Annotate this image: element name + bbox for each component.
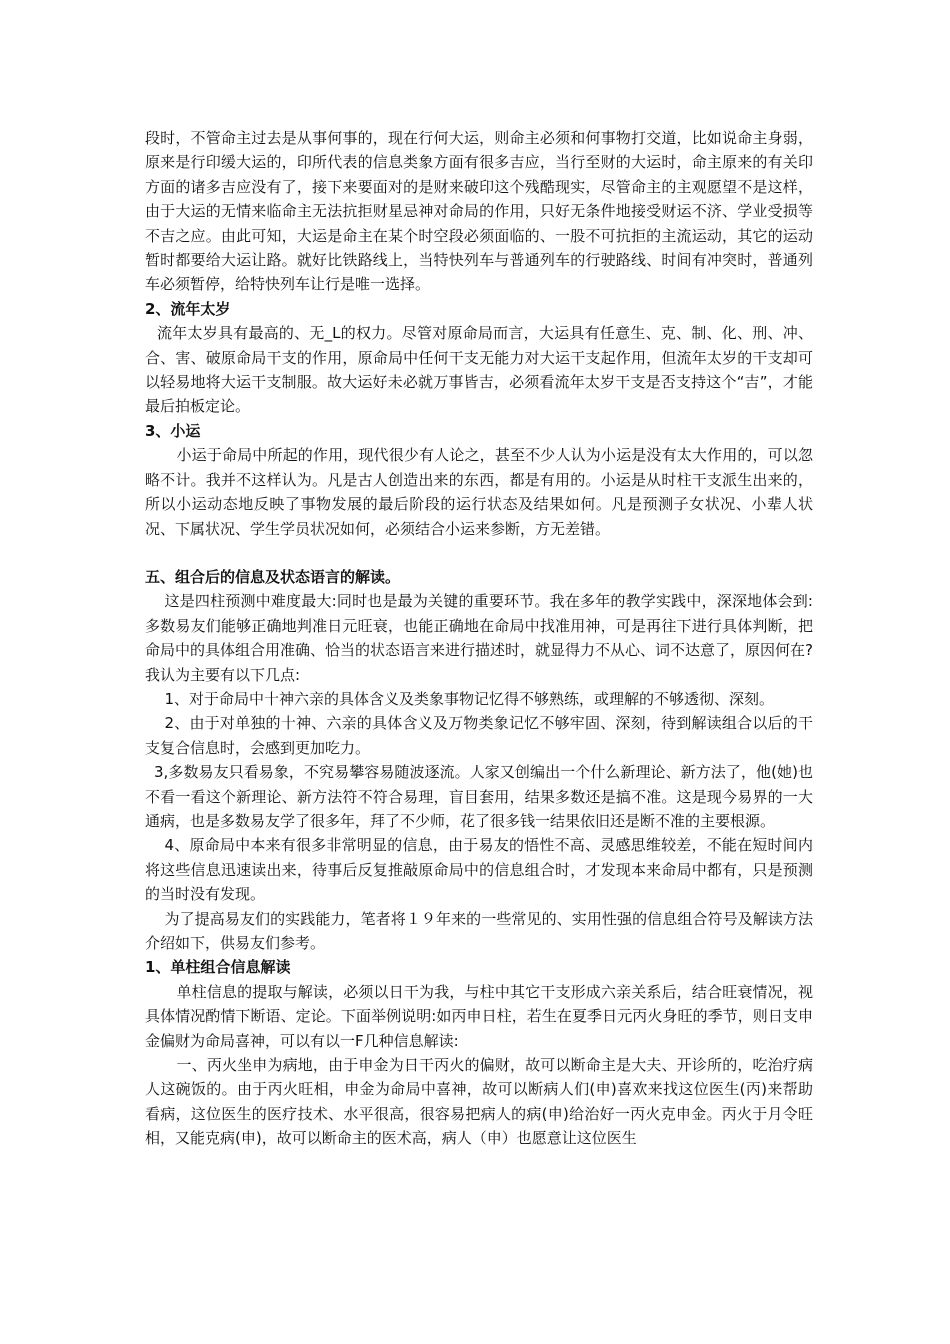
heading-liunian-taisui: 2、流年太岁	[145, 299, 231, 318]
list-item-1: 1、对于命局中十神六亲的具体含义及类象事物记忆得不够熟练，或理解的不够透彻、深刻。	[164, 689, 775, 708]
paragraph-xiaoyun: 小运于命局中所起的作用，现代很少有人论之，甚至不少人认为小运是没有太大作用的，可以忽略不计。我并不这样认为。凡是古人创造出来的东西，都是有用的。小运是从时柱干支派生出来的，所以小运动态地反映了事物发展的最后阶段的运行状态及结果如何。凡是预测子女状况、小辈人状况、下属状况、学生学员状况如何，必须结合小运来参断，方无差错。	[145, 446, 813, 538]
heading-xiaoyun: 3、小运	[145, 421, 201, 440]
list-item-2: 2、由于对单独的十神、六亲的具体含义及万物类象记忆不够牢固、深刻，待到解读组合以后的干支复合信息时，会感到更加吃力。	[145, 714, 813, 757]
paragraph-liunian-taisui: 流年太岁具有最高的、无_L的权力。尽管对原命局而言，大运具有任意生、克、制、化、刑、冲、合、害、破原命局干支的作用，原命局中任何干支无能力对大运干支起作用，但流年太岁的干支却可以轻易地将大运干支制服。故大运好未必就万事皆吉，必须看流年太岁干支是否支持这个“吉”，才能最后拍板定论。	[145, 324, 813, 416]
list-item-3: 3,多数易友只看易象，不究易攀容易随波逐流。人家又创编出一个什么新理论、新方法了，他(她)也不看一看这个新理论、新方法符不符合易理，盲目套用，结果多数还是搞不准。这是现今易界的一大通病，也是多数易友学了很多年，拜了不少师，花了很多钱一结果依旧还是断不准的主要根源。	[145, 763, 813, 830]
paragraph-gap	[145, 541, 813, 565]
paragraph-danzhu: 单柱信息的提取与解读，必须以日干为我，与柱中其它干支形成六亲关系后，结合旺衰情况，视具体情况酌情下断语、定论。下面举例说明:如丙申日柱，若生在夏季日元丙火身旺的季节，则日支申金偏财为命局喜神，可以有以一F几种信息解读:	[145, 982, 813, 1050]
paragraph-dayun: 段时，不管命主过去是从事何事的，现在行何大运，则命主必须和何事物打交道，比如说命主身弱，原来是行印缓大运的，印所代表的信息类象方面有很多吉应，当行至财的大运时，命主原来的有关印方面的诸多吉应没有了，接下来要面对的是财来破印这个残酷现实，尽管命主的主观愿望不是这样，由于大运的无情来临命主无法抗拒财星忌神对命局的作用，只好无条件地接受财运不济、学业受损等不吉之应。由此可知，大运是命主在某个时空段必须面临的、一股不可抗拒的主流运动，其它的运动暂时都要给大运让路。就好比铁路线上，当特快列车与普通列车的行驶路线、时间有冲突时，普通列车必须暂停，给特快列车让行是唯一选择。	[145, 129, 813, 294]
list-item-4: 4、原命局中本来有很多非常明显的信息，由于易友的悟性不高、灵感思维较差，不能在短时间内将这些信息迅速读出来，待事后反复推敲原命局中的信息组合时，才发现本来命局中都有，只是预测的当时没有发现。	[145, 836, 813, 904]
paragraph-introduction: 为了提高易友们的实践能力，笔者将１９年来的一些常见的、实用性强的信息组合符号及解读方法介绍如下，供易友们参考。	[145, 909, 813, 952]
paragraph-example-one: 一、丙火坐申为病地，由于申金为日干丙火的偏财，故可以断命主是大夫、开诊所的，吃治疗病人这碗饭的。由于丙火旺相，申金为命局中喜神，故可以断病人们(申)喜欢来找这位医生(丙)来帮助看病，这位医生的医疗技术、水平很高，很容易把病人的病(申)给治好一丙火克申金。丙火于月令旺相，又能克病(申)，故可以断命主的医术高，病人（申）也愿意让这位医生	[145, 1056, 813, 1148]
paragraph-section-five-intro: 这是四柱预测中难度最大:同时也是最为关键的重要环节。我在多年的教学实践中，深深地体会到:多数易友们能够正确地判准日元旺衰，也能正确地在命局中找准用神，可是再往下进行具体判断，把命局中的具体组合用准确、恰当的状态语言来进行描述时，就显得力不从心、词不达意了，原因何在?我认为主要有以下几点:	[145, 592, 813, 684]
heading-danzhu: 1、单柱组合信息解读	[145, 958, 291, 977]
document-page	[145, 126, 813, 1151]
heading-section-five: 五、组合后的信息及状态语言的解读。	[145, 567, 401, 586]
